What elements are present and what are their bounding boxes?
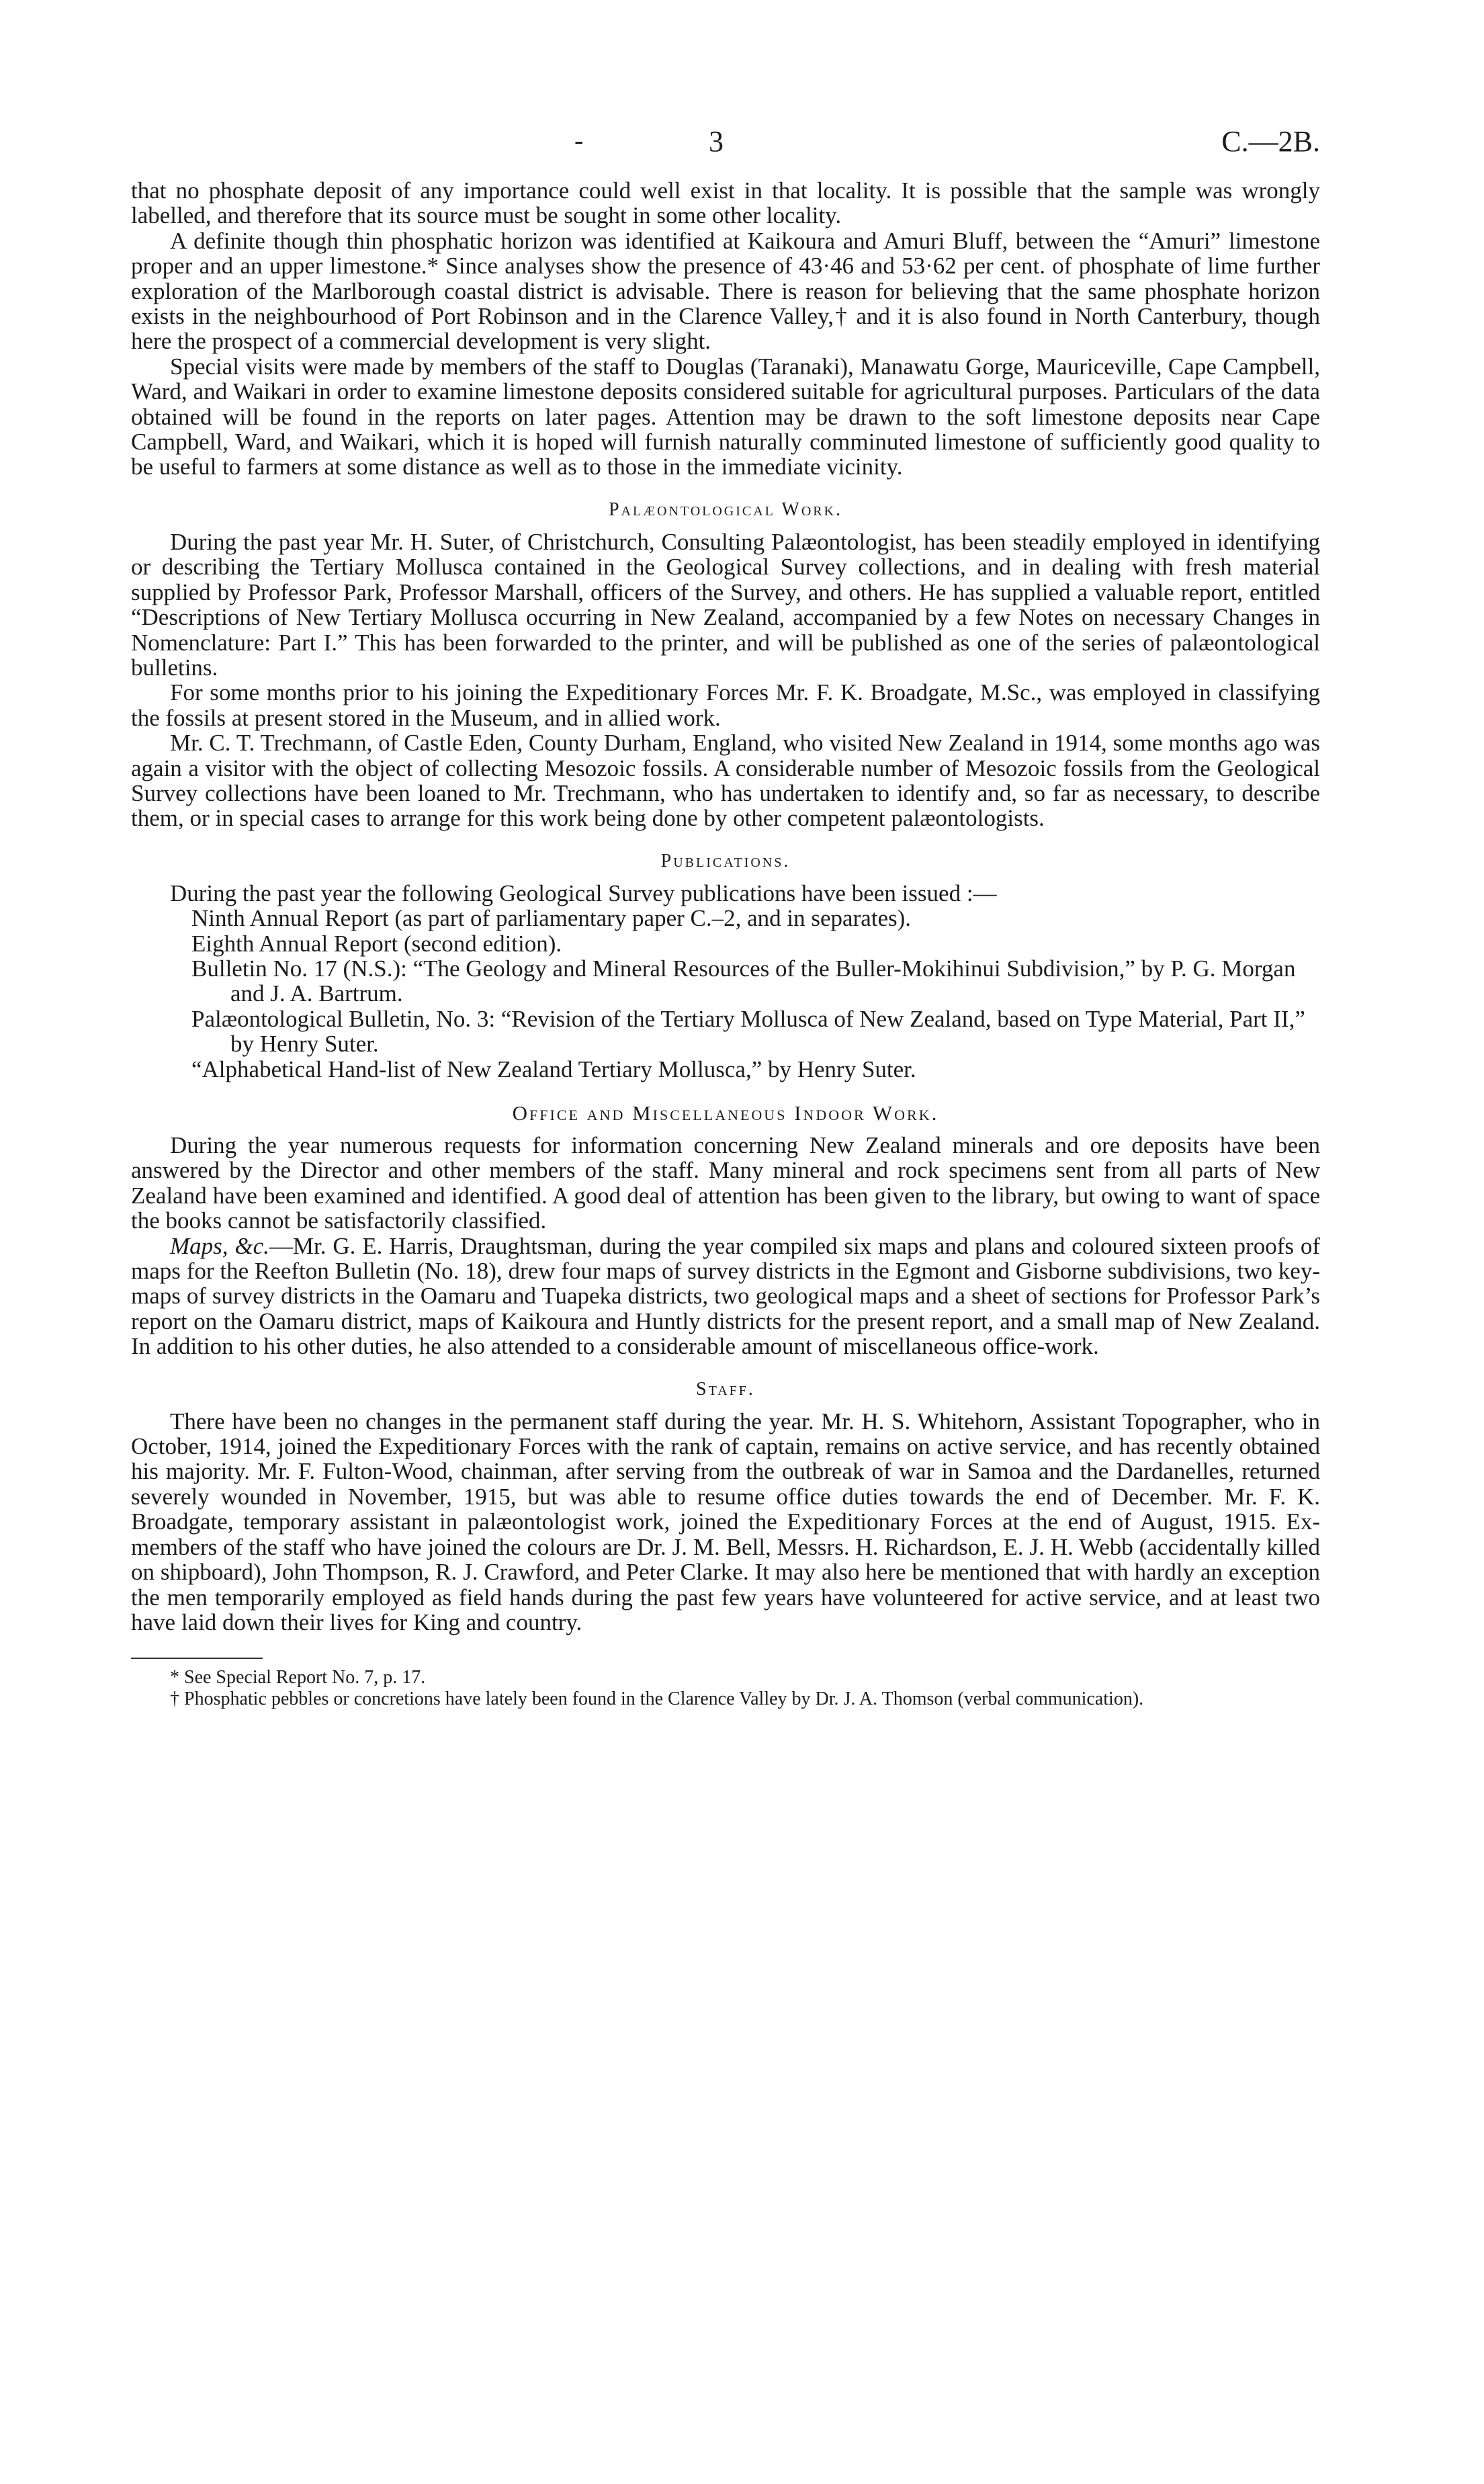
paragraph-lead: Maps, &c. — [170, 1232, 269, 1259]
paragraph: During the past year Mr. H. Suter, of Christchurch, Consulting Palæontologist, has been steadily employed in identifying or describing the Tertiary Mollusca contained in the Geological Survey collections, and in dealing with fresh material supplied by Professor Park, Professor Marshall, officers of the Survey, and others. He has supplied a valuable report, entitled “Descriptions of New Tertiary Mollusca occurring in New Zealand, accompanied by a few Notes on necessary Changes in Nomenclature: Part I.” This has been forwarded to the printer, and will be published as one of the series of palæontological bulletins. — [131, 528, 1320, 681]
publication-item: Palæontological Bulletin, No. 3: “Revision of the Tertiary Mollusca of New Zealand, based on Type Material, Part II,” by Henry Suter. — [191, 1005, 1305, 1058]
publication-item: Bulletin No. 17 (N.S.): “The Geology and Mineral Resources of the Buller-Mokihinui Subdivision,” by P. G. Morgan and J. A. Bartrum. — [191, 955, 1296, 1007]
publication-item: “Alphabetical Hand-list of New Zealand Tertiary Mollusca,” by Henry Suter. — [191, 1056, 916, 1082]
intro-section — [131, 178, 1320, 480]
footnote: * See Special Report No. 7, p. 17. — [170, 1667, 426, 1688]
publications-section — [131, 850, 1320, 1082]
paragraph: For some months prior to his joining the Expeditionary Forces Mr. F. K. Broadgate, M.Sc., was employed in classifying the fossils at present stored in the Museum, and in allied work. — [131, 679, 1320, 731]
paragraph-body: —Mr. G. E. Harris, Draughtsman, during the year compiled six maps and plans and coloured sixteen proofs of maps for the Reefton Bulletin (No. 18), drew four maps of survey districts in the Egmont and Gisborne subdivisions, two key-maps of survey districts in the Oamaru and Tuapeka districts, two geological maps and a sheet of sections for Professor Park’s report on the Oamaru district, maps of Kaikoura and Huntly districts for the present report, and a small map of New Zealand. In addition to his other duties, he also attended to a considerable amount of miscellaneous office-work. — [131, 1232, 1320, 1360]
paragraph: During the year numerous requests for information concerning New Zealand minerals and ore deposits have been answered by the Director and other members of the staff. Many mineral and rock specimens sent from all parts of New Zealand have been examined and identified. A good deal of attention has been given to the library, but owing to want of space the books cannot be satisfactorily classified. — [131, 1132, 1320, 1234]
document-page — [131, 124, 1320, 1710]
section-heading: Palæontological Work. — [608, 499, 843, 520]
section-heading: Staff. — [696, 1378, 755, 1400]
publication-item: Ninth Annual Report (as part of parliamentary paper C.–2, and in separates). — [191, 905, 912, 932]
footnote-rule — [131, 1658, 263, 1659]
paragraph: There have been no changes in the permanent staff during the year. Mr. H. S. Whitehorn, Assistant Topographer, who in October, 1914, joined the Expeditionary Forces with the rank of captain, remains on active service, and has recently obtained his majority. Mr. F. Fulton-Wood, chainman, after serving from the outbreak of war in Samoa and the Dardanelles, returned severely wounded in November, 1915, but was able to resume office duties towards the end of December. Mr. F. K. Broadgate, temporary assistant in palæontologist work, joined the Expeditionary Forces at the end of August, 1915. Ex-members of the staff who have joined the colours are Dr. J. M. Bell, Messrs. H. Richardson, E. J. H. Webb (accidentally killed on shipboard), John Thompson, R. J. Crawford, and Peter Clarke. It may also here be mentioned that with hardly an exception the men temporarily employed as field hands during the past few years have volunteered for active service, and at least two have laid down their lives for King and country. — [131, 1408, 1320, 1635]
page-number: 3 — [709, 125, 724, 158]
paragraph: Mr. C. T. Trechmann, of Castle Eden, County Durham, England, who visited New Zealand in 1914, some months ago was again a visitor with the object of collecting Mesozoic fossils. A considerable number of Mesozoic fossils from the Geological Survey collections have been loaned to Mr. Trechmann, who has undertaken to identify and, so far as necessary, to describe them, or in special cases to arrange for this work being done by other competent palæontologists. — [131, 730, 1320, 832]
staff-section — [131, 1378, 1320, 1635]
palaeontological-section — [131, 499, 1320, 831]
paragraph: During the past year the following Geological Survey publications have been issued :— — [170, 880, 997, 906]
paragraph: that no phosphate deposit of any importance could well exist in that locality. It is possible that the sample was wrongly labelled, and therefore that its source must be sought in some other locality. — [131, 177, 1320, 229]
office-section — [131, 1102, 1320, 1359]
section-heading: Publications. — [660, 850, 791, 871]
header-mark: - — [574, 125, 584, 155]
paragraph: Special visits were made by members of the staff to Douglas (Taranaki), Manawatu Gorge, Mauriceville, Cape Campbell, Ward, and Waikari in order to examine limestone deposits considered suitable for agricultural purposes. Particulars of the data obtained will be found in the reports on later pages. Attention may be drawn to the soft limestone deposits near Cape Campbell, Ward, and Waikari, which it is hoped will furnish naturally comminuted limestone of sufficiently good quality to be useful to farmers at some distance as well as to those in the immediate vicinity. — [131, 353, 1320, 480]
page-header — [131, 124, 1320, 178]
publication-item: Eighth Annual Report (second edition). — [191, 930, 562, 957]
footnotes — [131, 1667, 1320, 1710]
paragraph — [131, 1234, 1320, 1359]
footnote: † Phosphatic pebbles or concretions have lately been found in the Clarence Valley by Dr. J. A. Thomson (verbal communication). — [170, 1688, 1144, 1710]
publication-list — [131, 906, 1320, 1082]
section-heading: Office and Miscellaneous Indoor Work. — [512, 1101, 939, 1125]
paragraph: A definite though thin phosphatic horizon was identified at Kaikoura and Amuri Bluff, between the “Amuri” limestone proper and an upper limestone.* Since analyses show the presence of 43·46 and 53·62 per cent. of phosphate of lime further exploration of the Marlborough coastal district is advisable. There is reason for believing that the same phosphate horizon exists in the neighbourhood of Port Robinson and in the Clarence Valley,† and it is also found in North Canterbury, though here the prospect of a commercial development is very slight. — [131, 227, 1320, 355]
document-reference: C.—2B. — [1221, 125, 1320, 158]
